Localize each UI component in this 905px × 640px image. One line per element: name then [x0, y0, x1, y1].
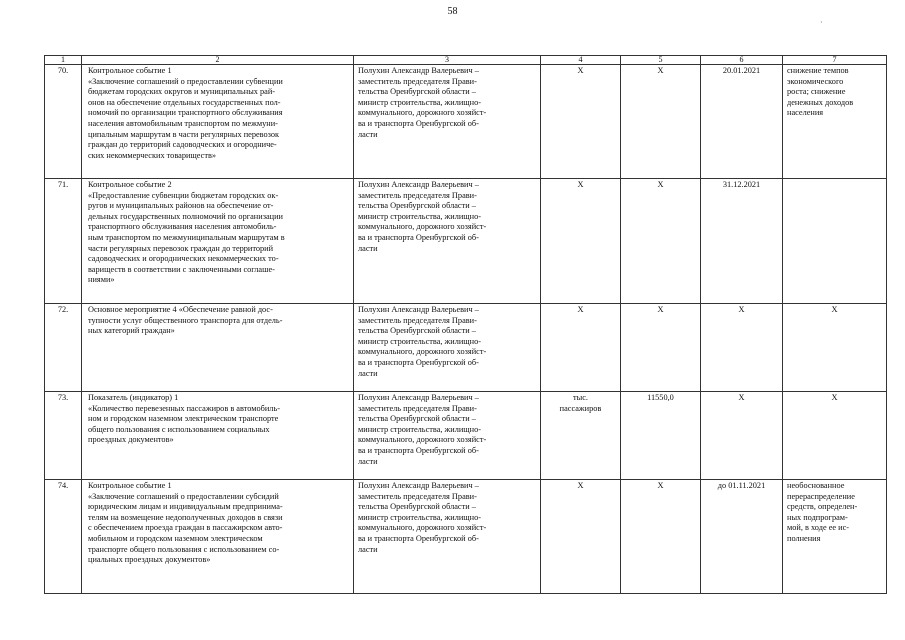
- row-col6: 31.12.2021: [701, 179, 783, 304]
- row-col7: необоснованное перераспределение средств, определен- ных подпрограм- мой, в ходе ее ис- полнения: [783, 480, 887, 594]
- row-col5: Х: [621, 480, 701, 594]
- column-header: 7: [783, 56, 887, 65]
- table-row: [45, 179, 887, 304]
- row-description: Показатель (индикатор) 1 «Количество перевезенных пассажиров в автомобиль- ном и городском наземном электрическом транспорте общего пользования с использованием социальных проездных документов»: [82, 392, 354, 480]
- row-col6: 20.01.2021: [701, 65, 783, 179]
- table-row: [45, 65, 887, 179]
- page-number: 58: [447, 6, 458, 17]
- row-col7: Х: [783, 392, 887, 480]
- row-number: 70.: [45, 65, 82, 179]
- row-number: 71.: [45, 179, 82, 304]
- table-header-row: [45, 56, 887, 65]
- column-header: 1: [45, 56, 82, 65]
- row-description: Основное мероприятие 4 «Обеспечение равной дос- тупности услуг общественного транспорта для отдель- ных категорий граждан»: [82, 304, 354, 392]
- row-col7: снижение темпов экономического роста; снижение денежных доходов населения: [783, 65, 887, 179]
- row-number: 74.: [45, 480, 82, 594]
- table-row: [45, 480, 887, 594]
- row-col4: Х: [541, 304, 621, 392]
- row-col6: Х: [701, 304, 783, 392]
- row-col6: Х: [701, 392, 783, 480]
- row-col5: 11550,0: [621, 392, 701, 480]
- row-number: 73.: [45, 392, 82, 480]
- row-col5: Х: [621, 65, 701, 179]
- column-header: 5: [621, 56, 701, 65]
- row-col5: Х: [621, 304, 701, 392]
- row-description: Контрольное событие 1 «Заключение соглашений о предоставлении субвенции бюджетам городских округов и муниципальных рай- онов на обеспечение отдельных государственных пол- номочий по организации транспортного обслуживания населения автомобильным транспортом по межмуни- ципальным маршрутам в части регулярных перевозок граждан до территорий садоводческих и огородниче- ских некоммерческих товариществ»: [82, 65, 354, 179]
- row-col6: до 01.11.2021: [701, 480, 783, 594]
- row-description: Контрольное событие 2 «Предоставление субвенции бюджетам городских ок- ругов и муниципальных районов на обеспечение от- дельных государственных полномочий по организации транспортного обслуживания населения автомобиль- ным транспортом по межмуниципальным маршрутам в части регулярных перевозок граждан до территорий садоводческих и огороднических некоммерческих то- вариществ в соответствии с заключенными соглаше- ниями»: [82, 179, 354, 304]
- row-col7: Х: [783, 304, 887, 392]
- row-responsible: Полухин Александр Валерьевич – заместитель председателя Прави- тельства Оренбургской области – министр строительства, жилищно- коммунального, дорожного хозяйст- ва и транспорта Оренбургской об- ласти: [354, 480, 541, 594]
- row-col4: тыс. пассажиров: [541, 392, 621, 480]
- column-header: 3: [354, 56, 541, 65]
- row-col4: Х: [541, 179, 621, 304]
- plan-table: [44, 55, 887, 594]
- row-col4: Х: [541, 480, 621, 594]
- column-header: 4: [541, 56, 621, 65]
- row-col5: Х: [621, 179, 701, 304]
- row-responsible: Полухин Александр Валерьевич – заместитель председателя Прави- тельства Оренбургской области – министр строительства, жилищно- коммунального, дорожного хозяйст- ва и транспорта Оренбургской об- ласти: [354, 304, 541, 392]
- row-responsible: Полухин Александр Валерьевич – заместитель председателя Прави- тельства Оренбургской области – министр строительства, жилищно- коммунального, дорожного хозяйст- ва и транспорта Оренбургской об- ласти: [354, 179, 541, 304]
- row-number: 72.: [45, 304, 82, 392]
- table-row: [45, 304, 887, 392]
- row-col7: [783, 179, 887, 304]
- column-header: 2: [82, 56, 354, 65]
- row-responsible: Полухин Александр Валерьевич – заместитель председателя Прави- тельства Оренбургской области – министр строительства, жилищно- коммунального, дорожного хозяйст- ва и транспорта Оренбургской об- ласти: [354, 65, 541, 179]
- row-responsible: Полухин Александр Валерьевич – заместитель председателя Прави- тельства Оренбургской области – министр строительства, жилищно- коммунального, дорожного хозяйст- ва и транспорта Оренбургской об- ласти: [354, 392, 541, 480]
- corner-mark: ·: [820, 18, 823, 27]
- row-description: Контрольное событие 1 «Заключение соглашений о предоставлении субсидий юридическим лицам и индивидуальным предпринима- телям на возмещение недополученных доходов в связи с обеспечением проезда граждан в пассажирском авто- мобильном и городском наземном электрическом транспорте общего пользования с использованием со- циальных проездных документов»: [82, 480, 354, 594]
- row-col4: Х: [541, 65, 621, 179]
- column-header: 6: [701, 56, 783, 65]
- table-row: [45, 392, 887, 480]
